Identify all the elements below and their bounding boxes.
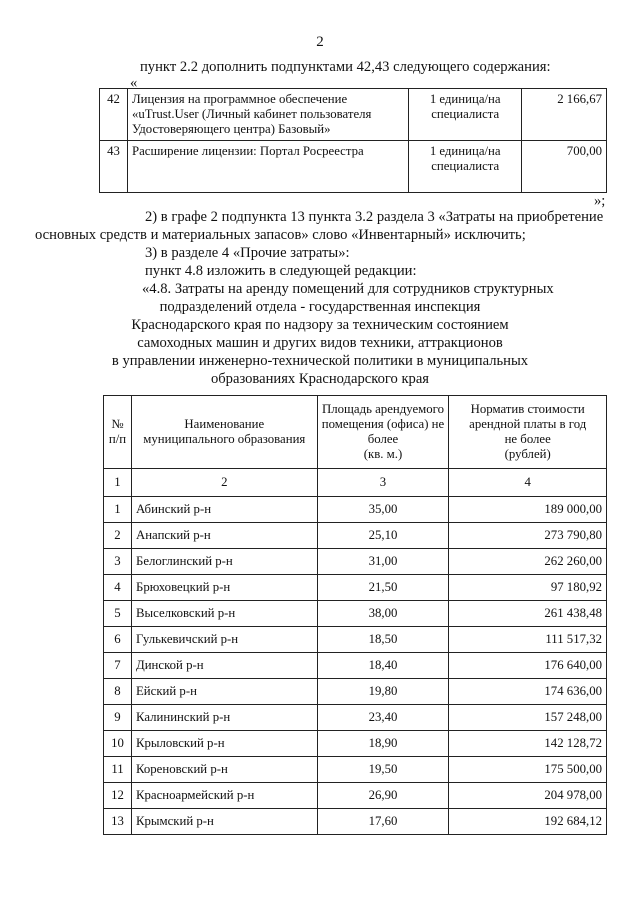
header-line: Площадь арендуемого — [322, 402, 444, 416]
table-row — [104, 783, 607, 809]
column-index: 3 — [317, 469, 449, 497]
close-quote: »; — [594, 193, 606, 209]
table-row — [104, 809, 607, 835]
office-area: 21,50 — [317, 575, 449, 601]
header-line: арендной платы в год — [469, 417, 587, 431]
rent-table — [103, 395, 607, 835]
rent-cost: 273 790,80 — [449, 523, 607, 549]
rent-cost: 262 260,00 — [449, 549, 607, 575]
district-name: Крыловский р-н — [131, 731, 317, 757]
district-name: Динской р-н — [131, 653, 317, 679]
heading-line: Краснодарского края по надзору за техническим состоянием — [131, 317, 509, 333]
table-row — [104, 679, 607, 705]
header-line: помещения (офиса) не — [321, 417, 445, 431]
office-area: 17,60 — [317, 809, 449, 835]
table-row — [104, 523, 607, 549]
row-number: 8 — [104, 679, 132, 705]
district-name: Красноармейский р-н — [131, 783, 317, 809]
header-line: (кв. м.) — [363, 447, 403, 461]
column-index-row — [104, 469, 607, 497]
district-name: Белоглинский р-н — [131, 549, 317, 575]
office-area: 19,80 — [317, 679, 449, 705]
office-area: 25,10 — [317, 523, 449, 549]
row-number: 4 — [104, 575, 132, 601]
office-area: 18,50 — [317, 627, 449, 653]
table-row — [104, 705, 607, 731]
license-price: 700,00 — [522, 141, 607, 193]
row-number: 5 — [104, 601, 132, 627]
rent-cost: 176 640,00 — [449, 653, 607, 679]
table-row — [104, 627, 607, 653]
table-row — [104, 757, 607, 783]
header-line: более — [367, 432, 399, 446]
rent-cost: 204 978,00 — [449, 783, 607, 809]
district-name: Брюховецкий р-н — [131, 575, 317, 601]
office-area: 18,90 — [317, 731, 449, 757]
district-name: Ейский р-н — [131, 679, 317, 705]
paragraph-4: пункт 4.8 изложить в следующей редакции: — [145, 263, 417, 279]
heading-line: самоходных машин и других видов техники, аттракционов — [137, 335, 503, 351]
rent-cost: 189 000,00 — [449, 497, 607, 523]
row-number: 42 — [100, 89, 128, 141]
license-unit — [409, 89, 522, 141]
office-area: 18,40 — [317, 653, 449, 679]
heading-line: в управлении инженерно-технической политики в муниципальных — [111, 353, 529, 369]
license-unit-line: 1 единица/на — [429, 92, 501, 106]
license-unit-line: специалиста — [431, 107, 500, 121]
rent-cost: 261 438,48 — [449, 601, 607, 627]
office-area: 19,50 — [317, 757, 449, 783]
header-cost — [449, 396, 607, 469]
row-number: 11 — [104, 757, 132, 783]
header-name — [131, 396, 317, 469]
row-number: 43 — [100, 141, 128, 193]
license-unit — [409, 141, 522, 193]
license-table — [99, 88, 607, 193]
district-name: Калининский р-н — [131, 705, 317, 731]
header-line: п/п — [108, 432, 127, 446]
rent-cost: 174 636,00 — [449, 679, 607, 705]
header-line: муниципального образования — [143, 432, 306, 446]
heading-line: подразделений отдела - государственная инспекция — [159, 299, 481, 315]
header-line: (рублей) — [504, 447, 551, 461]
office-area: 31,00 — [317, 549, 449, 575]
district-name: Абинский р-н — [131, 497, 317, 523]
paragraph-3: 3) в разделе 4 «Прочие затраты»: — [145, 245, 350, 261]
header-area — [317, 396, 449, 469]
license-name-line: Удостоверяющего центра) Базовый» — [131, 122, 331, 136]
rent-cost: 97 180,92 — [449, 575, 607, 601]
office-area: 23,40 — [317, 705, 449, 731]
rent-cost: 175 500,00 — [449, 757, 607, 783]
license-name — [127, 89, 408, 141]
district-name: Анапский р-н — [131, 523, 317, 549]
heading-line: «4.8. Затраты на аренду помещений для сотрудников структурных — [142, 281, 554, 297]
table-row — [100, 141, 607, 193]
column-index: 4 — [449, 469, 607, 497]
license-name-line: Лицензия на программное обеспечение — [131, 92, 348, 106]
intro-line: пункт 2.2 дополнить подпунктами 42,43 следующего содержания: — [140, 59, 551, 75]
table-row — [104, 653, 607, 679]
paragraph-2-line-2: основных средств и материальных запасов» слово «Инвентарный» исключить; — [35, 227, 526, 243]
header-number — [104, 396, 132, 469]
rent-cost: 192 684,12 — [449, 809, 607, 835]
license-name — [127, 141, 408, 193]
row-number: 12 — [104, 783, 132, 809]
table-row — [104, 731, 607, 757]
district-name: Кореновский р-н — [131, 757, 317, 783]
row-number: 10 — [104, 731, 132, 757]
license-price: 2 166,67 — [522, 89, 607, 141]
page-number: 2 — [316, 34, 324, 50]
rent-cost: 142 128,72 — [449, 731, 607, 757]
header-line: Норматив стоимости — [470, 402, 585, 416]
column-index: 1 — [104, 469, 132, 497]
header-line: не более — [504, 432, 551, 446]
row-number: 6 — [104, 627, 132, 653]
office-area: 35,00 — [317, 497, 449, 523]
table-row — [104, 497, 607, 523]
row-number: 3 — [104, 549, 132, 575]
column-index: 2 — [131, 469, 317, 497]
row-number: 13 — [104, 809, 132, 835]
district-name: Выселковский р-н — [131, 601, 317, 627]
license-unit-line: специалиста — [431, 159, 500, 173]
district-name: Крымский р-н — [131, 809, 317, 835]
license-name-line: Расширение лицензии: Портал Росреестра — [131, 144, 364, 158]
license-name-line: «uTrust.User (Личный кабинет пользователя — [131, 107, 372, 121]
table-row — [104, 549, 607, 575]
open-quote: « — [130, 75, 138, 91]
row-number: 1 — [104, 497, 132, 523]
office-area: 26,90 — [317, 783, 449, 809]
row-number: 9 — [104, 705, 132, 731]
row-number: 7 — [104, 653, 132, 679]
row-number: 2 — [104, 523, 132, 549]
table-header-row — [104, 396, 607, 469]
table-row — [104, 601, 607, 627]
office-area: 38,00 — [317, 601, 449, 627]
paragraph-2-line-1: 2) в графе 2 подпункта 13 пункта 3.2 раздела 3 «Затраты на приобретение — [145, 209, 604, 225]
header-line: № — [111, 417, 124, 431]
rent-cost: 157 248,00 — [449, 705, 607, 731]
district-name: Гулькевичский р-н — [131, 627, 317, 653]
heading-line: образованиях Краснодарского края — [210, 371, 430, 387]
table-row — [104, 575, 607, 601]
license-unit-line: 1 единица/на — [429, 144, 501, 158]
table-row — [100, 89, 607, 141]
header-line: Наименование — [184, 417, 265, 431]
rent-cost: 111 517,32 — [449, 627, 607, 653]
